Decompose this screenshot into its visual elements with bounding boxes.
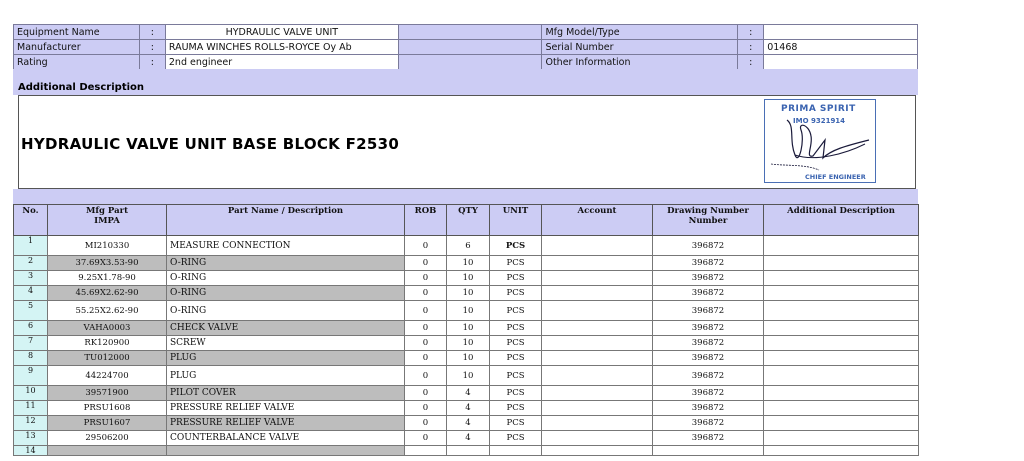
- manufacturer-value: RAUMA WINCHES ROLLS-ROYCE Oy Ab: [165, 40, 398, 55]
- table-row[interactable]: [14, 301, 919, 321]
- rob-cell: 0: [405, 351, 447, 366]
- mfg-part-cell: 37.69X3.53-90: [48, 256, 167, 271]
- col-additional-description: Additional Description: [764, 205, 919, 236]
- row-number: 12: [14, 416, 48, 431]
- additional-description-cell: [764, 351, 919, 366]
- table-row[interactable]: [14, 336, 919, 351]
- stamp-line-3: CHIEF ENGINEER: [805, 173, 866, 181]
- additional-description-cell: [764, 286, 919, 301]
- account-cell: [542, 271, 653, 286]
- additional-description-cell: [764, 366, 919, 386]
- unit-cell: PCS: [490, 401, 542, 416]
- rob-cell: 0: [405, 416, 447, 431]
- colon: :: [738, 25, 764, 40]
- drawing-number-cell: 396872: [653, 286, 764, 301]
- rating-value: 2nd engineer: [165, 55, 398, 70]
- qty-cell: 10: [447, 351, 490, 366]
- other-information-label: Other Information: [542, 55, 738, 70]
- equipment-header: [13, 24, 918, 70]
- qty-cell: 4: [447, 431, 490, 446]
- table-row[interactable]: [14, 236, 919, 256]
- stamp-line-1: PRIMA SPIRIT: [781, 104, 856, 114]
- row-number: 13: [14, 431, 48, 446]
- unit-cell: PCS: [490, 366, 542, 386]
- account-cell: [542, 431, 653, 446]
- account-cell: [542, 256, 653, 271]
- qty-cell: 6: [447, 236, 490, 256]
- additional-description-cell: [764, 336, 919, 351]
- additional-description-cell: [764, 321, 919, 336]
- part-name-cell: MEASURE CONNECTION: [167, 236, 405, 256]
- account-cell: [542, 351, 653, 366]
- additional-description-cell: [764, 256, 919, 271]
- account-cell: [542, 236, 653, 256]
- col-rob: ROB: [405, 205, 447, 236]
- table-row[interactable]: [14, 286, 919, 301]
- part-name-cell: COUNTERBALANCE VALVE: [167, 431, 405, 446]
- table-row[interactable]: [14, 366, 919, 386]
- part-name-cell: PLUG: [167, 351, 405, 366]
- drawing-number-cell: 396872: [653, 301, 764, 321]
- additional-description-cell: [764, 271, 919, 286]
- part-name-cell: O-RING: [167, 271, 405, 286]
- drawing-number-cell: 396872: [653, 321, 764, 336]
- account-cell: [542, 301, 653, 321]
- table-row[interactable]: [14, 386, 919, 401]
- drawing-number-cell: [653, 446, 764, 456]
- rob-cell: 0: [405, 286, 447, 301]
- additional-description-cell: [764, 386, 919, 401]
- drawing-number-cell: 396872: [653, 401, 764, 416]
- chief-engineer-stamp: [764, 99, 876, 183]
- colon: :: [139, 55, 165, 70]
- part-name-cell: O-RING: [167, 256, 405, 271]
- qty-cell: 10: [447, 366, 490, 386]
- spacer: [398, 55, 542, 70]
- table-row[interactable]: [14, 321, 919, 336]
- rob-cell: [405, 446, 447, 456]
- part-name-cell: PRESSURE RELIEF VALVE: [167, 401, 405, 416]
- unit-cell: PCS: [490, 321, 542, 336]
- unit-cell: PCS: [490, 431, 542, 446]
- row-number: 3: [14, 271, 48, 286]
- table-row[interactable]: [14, 271, 919, 286]
- account-cell: [542, 321, 653, 336]
- account-cell: [542, 336, 653, 351]
- drawing-number-cell: 396872: [653, 271, 764, 286]
- mfg-part-cell: 39571900: [48, 386, 167, 401]
- description-text: HYDRAULIC VALVE UNIT BASE BLOCK F2530: [21, 135, 400, 153]
- rob-cell: 0: [405, 301, 447, 321]
- col-drawing-number: Drawing Number Number: [653, 205, 764, 236]
- mfg-part-cell: PRSU1608: [48, 401, 167, 416]
- row-number: 8: [14, 351, 48, 366]
- mfg-part-cell: MI210330: [48, 236, 167, 256]
- qty-cell: 10: [447, 286, 490, 301]
- mfg-part-cell: 9.25X1.78-90: [48, 271, 167, 286]
- part-name-cell: PLUG: [167, 366, 405, 386]
- row-number: 14: [14, 446, 48, 456]
- table-row[interactable]: [14, 446, 919, 456]
- drawing-number-cell: 396872: [653, 236, 764, 256]
- mfg-part-cell: [48, 446, 167, 456]
- account-cell: [542, 366, 653, 386]
- qty-cell: 10: [447, 256, 490, 271]
- part-name-cell: [167, 446, 405, 456]
- mfg-part-cell: VAHA0003: [48, 321, 167, 336]
- part-name-cell: CHECK VALVE: [167, 321, 405, 336]
- table-row[interactable]: [14, 416, 919, 431]
- serial-number-value: 01468: [764, 40, 918, 55]
- qty-cell: 10: [447, 336, 490, 351]
- rob-cell: 0: [405, 271, 447, 286]
- mfg-part-cell: 55.25X2.62-90: [48, 301, 167, 321]
- table-row[interactable]: [14, 431, 919, 446]
- row-number: 9: [14, 366, 48, 386]
- account-cell: [542, 416, 653, 431]
- colon: :: [738, 40, 764, 55]
- rob-cell: 0: [405, 236, 447, 256]
- rob-cell: 0: [405, 336, 447, 351]
- mfg-model-value: [764, 25, 918, 40]
- mfg-part-cell: TU012000: [48, 351, 167, 366]
- part-name-cell: O-RING: [167, 301, 405, 321]
- manufacturer-label: Manufacturer: [14, 40, 140, 55]
- qty-cell: [447, 446, 490, 456]
- additional-description-cell: [764, 431, 919, 446]
- qty-cell: 4: [447, 386, 490, 401]
- row-number: 4: [14, 286, 48, 301]
- equipment-name-label: Equipment Name: [14, 25, 140, 40]
- unit-cell: [490, 446, 542, 456]
- col-mfg-part: Mfg Part IMPA: [48, 205, 167, 236]
- other-information-value: [764, 55, 918, 70]
- unit-cell: PCS: [490, 336, 542, 351]
- colon: :: [139, 40, 165, 55]
- mfg-model-label: Mfg Model/Type: [542, 25, 738, 40]
- part-name-cell: O-RING: [167, 286, 405, 301]
- drawing-number-cell: 396872: [653, 416, 764, 431]
- table-row[interactable]: [14, 401, 919, 416]
- unit-cell: PCS: [490, 301, 542, 321]
- row-number: 11: [14, 401, 48, 416]
- unit-cell: PCS: [490, 351, 542, 366]
- part-name-cell: PILOT COVER: [167, 386, 405, 401]
- part-name-cell: PRESSURE RELIEF VALVE: [167, 416, 405, 431]
- account-cell: [542, 446, 653, 456]
- mfg-part-cell: 45.69X2.62-90: [48, 286, 167, 301]
- row-number: 5: [14, 301, 48, 321]
- drawing-number-cell: 396872: [653, 386, 764, 401]
- mfg-part-cell: 44224700: [48, 366, 167, 386]
- row-number: 6: [14, 321, 48, 336]
- unit-cell: PCS: [490, 286, 542, 301]
- col-unit: UNIT: [490, 205, 542, 236]
- equipment-name-value: HYDRAULIC VALVE UNIT: [165, 25, 398, 40]
- col-account: Account: [542, 205, 653, 236]
- col-no: No.: [14, 205, 48, 236]
- unit-cell: PCS: [490, 256, 542, 271]
- rob-cell: 0: [405, 431, 447, 446]
- row-number: 1: [14, 236, 48, 256]
- rob-cell: 0: [405, 256, 447, 271]
- qty-cell: 4: [447, 401, 490, 416]
- row-number: 2: [14, 256, 48, 271]
- unit-cell: PCS: [490, 386, 542, 401]
- drawing-number-cell: 396872: [653, 256, 764, 271]
- part-name-cell: SCREW: [167, 336, 405, 351]
- additional-description-label: Additional Description: [18, 82, 145, 93]
- spacer: [398, 25, 542, 40]
- qty-cell: 10: [447, 301, 490, 321]
- unit-cell: PCS: [490, 416, 542, 431]
- unit-cell: PCS: [490, 271, 542, 286]
- stamp-line-2: IMO 9321914: [793, 117, 846, 125]
- qty-cell: 4: [447, 416, 490, 431]
- rob-cell: 0: [405, 386, 447, 401]
- additional-description-cell: [764, 401, 919, 416]
- additional-description-cell: [764, 236, 919, 256]
- rob-cell: 0: [405, 366, 447, 386]
- parts-table: [13, 204, 919, 456]
- col-part-name: Part Name / Description: [167, 205, 405, 236]
- additional-description-bar: [13, 69, 918, 95]
- account-cell: [542, 386, 653, 401]
- account-cell: [542, 286, 653, 301]
- rob-cell: 0: [405, 321, 447, 336]
- serial-number-label: Serial Number: [542, 40, 738, 55]
- table-row[interactable]: [14, 351, 919, 366]
- drawing-number-cell: 396872: [653, 431, 764, 446]
- qty-cell: 10: [447, 271, 490, 286]
- colon: :: [139, 25, 165, 40]
- description-box: [18, 95, 916, 189]
- drawing-number-cell: 396872: [653, 336, 764, 351]
- spacer: [398, 40, 542, 55]
- table-header-row: [14, 205, 919, 236]
- mfg-part-cell: PRSU1607: [48, 416, 167, 431]
- unit-cell: PCS: [490, 236, 542, 256]
- account-cell: [542, 401, 653, 416]
- section-divider: [13, 189, 918, 204]
- drawing-number-cell: 396872: [653, 366, 764, 386]
- drawing-number-cell: 396872: [653, 351, 764, 366]
- additional-description-cell: [764, 416, 919, 431]
- col-qty: QTY: [447, 205, 490, 236]
- mfg-part-cell: RK120900: [48, 336, 167, 351]
- colon: :: [738, 55, 764, 70]
- qty-cell: 10: [447, 321, 490, 336]
- rob-cell: 0: [405, 401, 447, 416]
- row-number: 10: [14, 386, 48, 401]
- rating-label: Rating: [14, 55, 140, 70]
- additional-description-cell: [764, 446, 919, 456]
- mfg-part-cell: 29506200: [48, 431, 167, 446]
- table-row[interactable]: [14, 256, 919, 271]
- row-number: 7: [14, 336, 48, 351]
- additional-description-cell: [764, 301, 919, 321]
